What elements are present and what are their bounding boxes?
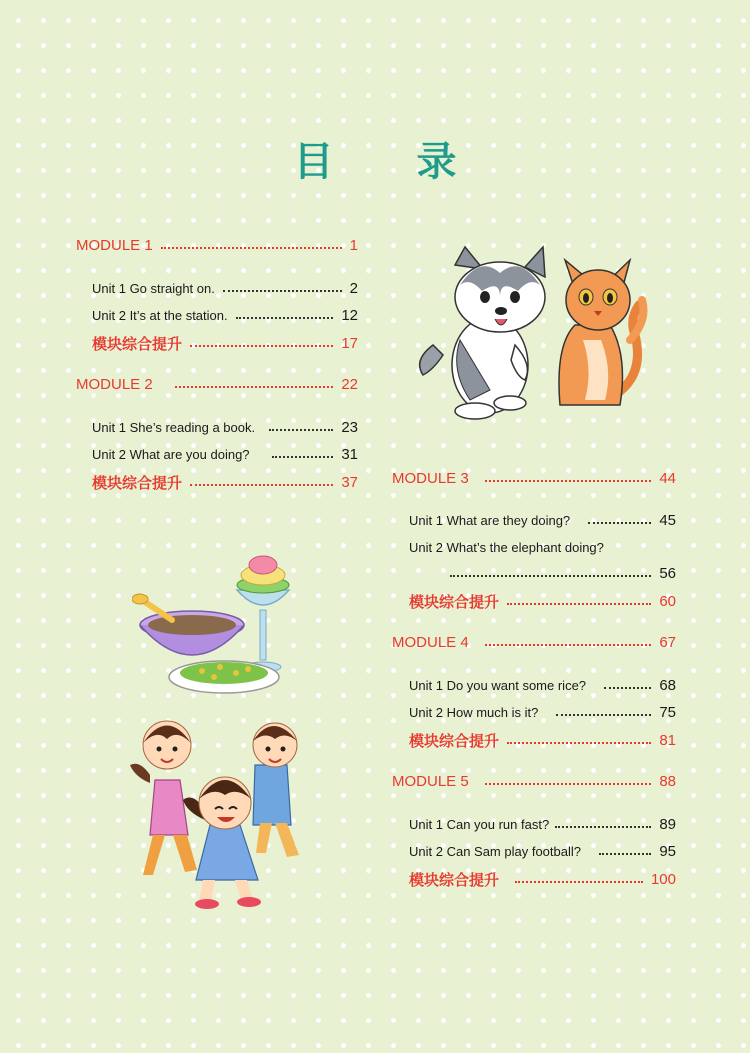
toc-label: MODULE 4: [392, 633, 469, 651]
boy-blue-illustration: [253, 723, 299, 857]
toc-page: 56: [659, 564, 676, 582]
toc-label: MODULE 5: [392, 772, 469, 790]
dog-illustration: [420, 247, 545, 419]
toc-label: MODULE 3: [392, 469, 469, 487]
toc-label: Unit 1 What are they doing?: [409, 512, 571, 528]
leader-dots: [556, 714, 651, 716]
toc-review[interactable]: [92, 471, 358, 493]
toc-unit[interactable]: [92, 416, 358, 438]
toc-page: 2: [349, 279, 358, 297]
toc-label: 模块综合提升: [409, 732, 500, 750]
page-title: 目 录: [293, 140, 493, 184]
toc-page: 22: [341, 375, 358, 393]
toc-page: 67: [659, 633, 676, 651]
toc-review[interactable]: [409, 729, 676, 751]
food-illustration: [132, 555, 292, 700]
toc-unit[interactable]: [92, 443, 358, 465]
toc-unit[interactable]: [409, 674, 676, 696]
leader-dots: [223, 290, 342, 292]
toc-label: Unit 1 Do you want some rice?: [409, 677, 587, 693]
leader-dots: [507, 603, 651, 605]
toc-page: 31: [341, 445, 358, 463]
toc-label: Unit 2 How much is it?: [409, 704, 539, 720]
toc-label: Unit 1 She’s reading a book.: [92, 419, 256, 435]
leader-dots: [269, 429, 333, 431]
leader-dots: [485, 480, 652, 482]
cat-illustration: [559, 260, 644, 405]
toc-page: 100: [650, 870, 676, 888]
toc-review[interactable]: [92, 332, 358, 354]
dog-and-cat-illustration: [415, 245, 655, 420]
toc-unit[interactable]: [409, 813, 676, 835]
toc-page: 60: [659, 592, 676, 610]
toc-unit[interactable]: [409, 840, 676, 862]
leader-dots: [485, 783, 652, 785]
leader-dots: [161, 247, 342, 249]
toc-unit-continuation[interactable]: [450, 562, 676, 584]
toc-module-5[interactable]: [392, 770, 676, 792]
leader-dots: [190, 484, 333, 486]
toc-label: MODULE 2: [76, 375, 153, 393]
toc-unit[interactable]: [409, 701, 676, 723]
toc-page: 95: [659, 842, 676, 860]
leader-dots: [507, 742, 651, 744]
toc-page: 75: [659, 703, 676, 721]
toc-label: 模块综合提升: [409, 871, 500, 889]
leader-dots: [450, 575, 651, 577]
toc-label: 模块综合提升: [92, 474, 183, 492]
toc-module-4[interactable]: [392, 631, 676, 653]
toc-label: Unit 1 Can you run fast?: [409, 816, 550, 832]
toc-label: Unit 2 What’s the elephant doing?: [409, 539, 604, 555]
leader-dots: [236, 317, 334, 319]
toc-unit[interactable]: [92, 304, 358, 326]
toc-label: 模块综合提升: [409, 593, 500, 611]
toc-unit-wrap[interactable]: [409, 536, 676, 558]
toc-page: 89: [659, 815, 676, 833]
toc-page: 88: [659, 772, 676, 790]
toc-page: 45: [659, 511, 676, 529]
toc-unit[interactable]: [92, 277, 358, 299]
toc-page: 1: [349, 236, 358, 254]
leader-dots: [515, 881, 643, 883]
toc-label: 模块综合提升: [92, 335, 183, 353]
toc-page: 37: [341, 473, 358, 491]
toc-review[interactable]: [409, 868, 676, 890]
leader-dots: [599, 853, 651, 855]
leader-dots: [485, 644, 652, 646]
leader-dots: [272, 456, 334, 458]
leader-dots: [588, 522, 651, 524]
toc-unit[interactable]: [409, 509, 676, 531]
toc-label: Unit 2 What are you doing?: [92, 446, 250, 462]
toc-label: Unit 1 Go straight on.: [92, 280, 215, 296]
toc-module-2[interactable]: [76, 373, 358, 395]
toc-page: 44: [659, 469, 676, 487]
toc-module-1[interactable]: [76, 234, 358, 256]
leader-dots: [190, 345, 333, 347]
toc-page: 23: [341, 418, 358, 436]
toc-label: MODULE 1: [76, 236, 153, 254]
leader-dots: [175, 386, 334, 388]
toc-page: 81: [659, 731, 676, 749]
leader-dots: [604, 687, 651, 689]
girl-blue-dress-illustration: [183, 777, 261, 909]
toc-module-3[interactable]: [392, 467, 676, 489]
toc-review[interactable]: [409, 590, 676, 612]
toc-label: Unit 2 It’s at the station.: [92, 307, 228, 323]
toc-label: Unit 2 Can Sam play football?: [409, 843, 581, 859]
toc-page: 17: [341, 334, 358, 352]
children-illustration: [125, 705, 315, 910]
toc-page: 68: [659, 676, 676, 694]
leader-dots: [555, 826, 651, 828]
toc-page: 12: [341, 306, 358, 324]
